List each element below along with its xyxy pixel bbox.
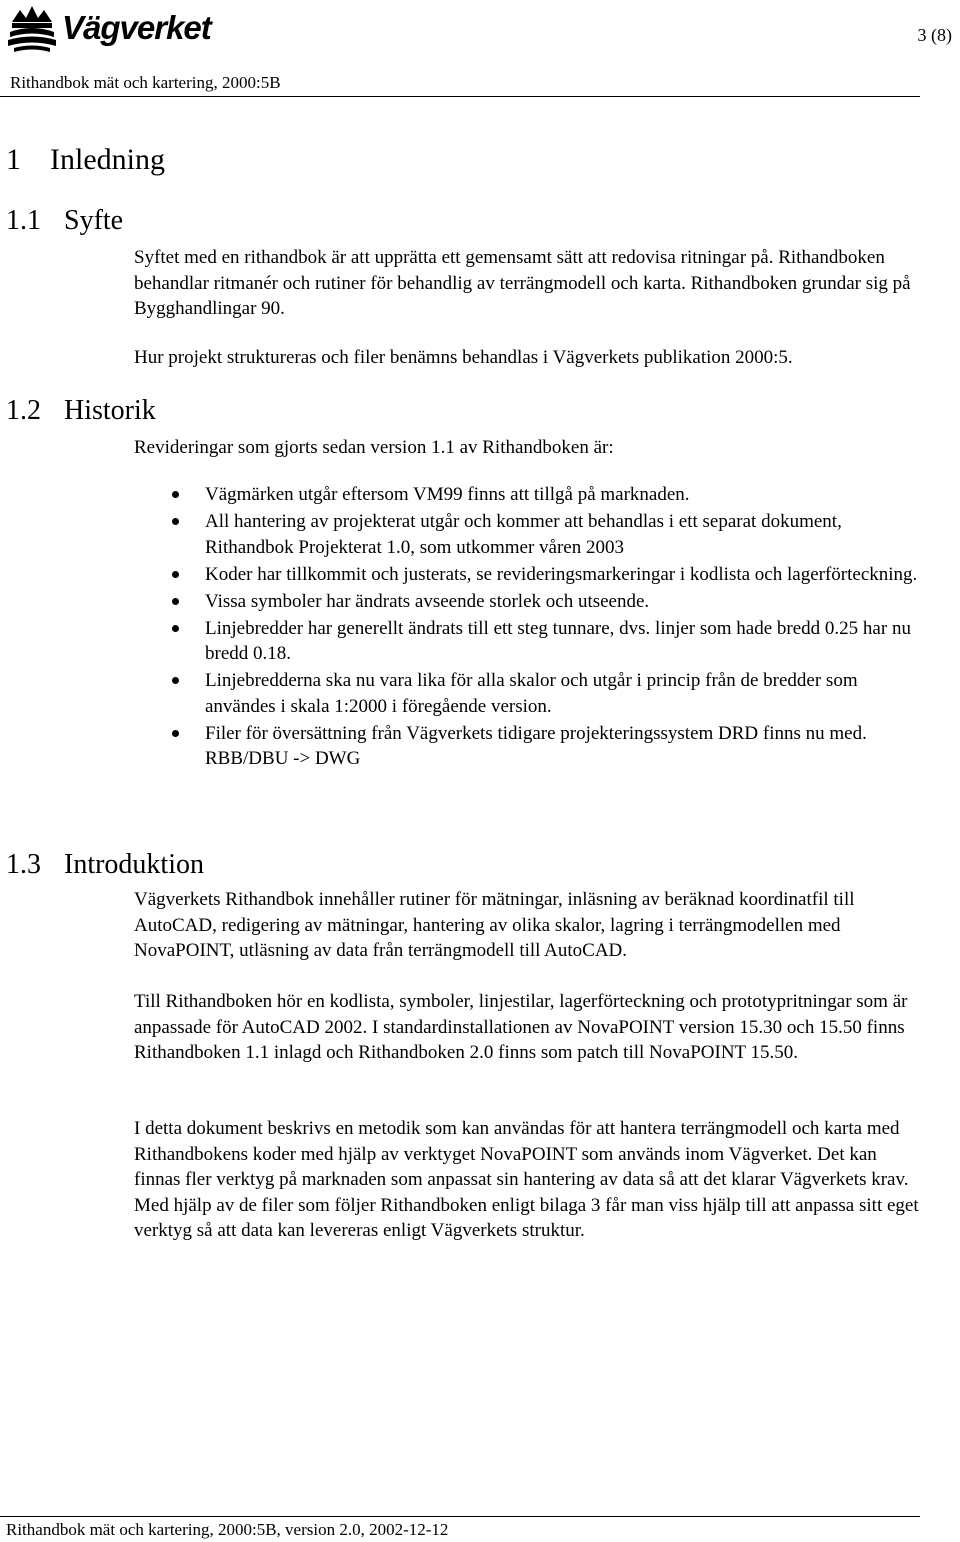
chapter-number: 1: [6, 143, 21, 176]
list-item: [134, 616, 924, 667]
chapter-title: Inledning: [50, 143, 165, 176]
paragraph-text: Hur projekt struktureras och filer benämns behandlas i Vägverkets publikation 2000:5.: [134, 347, 793, 368]
paragraph-text: I detta dokument beskrivs en metodik som kan användas för att hantera terrängmodell och karta med Rithandbokens koder med hjälp av verktyget NovaPOINT som används inom Vägverket. Det kan finnas fler verktyg på marknaden som anpassat sin hantering av data så att det klarar Vägverkets krav. Med hjälp av de filer som följer Rithandboken enligt bilaga 3 får man viss hjälp till att anpassa sitt eget verktyg så att data kan levereras enligt Vägverkets struktur.: [134, 1118, 919, 1241]
section-title: Historik: [64, 395, 156, 426]
introduktion-paragraph-1: [134, 887, 924, 964]
list-item: [134, 589, 924, 615]
syfte-paragraph-1: [134, 245, 924, 322]
section-title: Introduktion: [64, 849, 204, 880]
running-title: Rithandbok mät och kartering, 2000:5B: [10, 73, 281, 92]
list-item: [134, 562, 924, 588]
bullet-icon: [172, 518, 179, 525]
list-item: [134, 482, 924, 508]
section-heading-syfte: [6, 204, 123, 238]
bullet-icon: [172, 625, 179, 632]
vagverket-logo: [6, 4, 218, 54]
list-item: [134, 509, 924, 560]
list-item: [134, 721, 924, 772]
section-heading-historik: [6, 394, 156, 428]
page-number: 3 (8): [917, 25, 952, 45]
section-title: Syfte: [64, 205, 124, 236]
logo-wordmark: Vägverket: [62, 9, 211, 46]
footer-rule: [0, 1516, 920, 1517]
introduktion-paragraph-3: [134, 1116, 924, 1244]
paragraph-text: Syftet med en rithandbok är att upprätta ett gemensamt sätt att redovisa ritningar på. Rithandboken behandlar ritmanér och rutiner för behandlig av terrängmodell och karta. Rithandboken grundar sig på Bygghandlingar 90.: [134, 247, 911, 319]
introduktion-paragraph-2: [134, 989, 924, 1066]
footer-text: Rithandbok mät och kartering, 2000:5B, version 2.0, 2002-12-12: [6, 1520, 449, 1539]
historik-intro: [134, 435, 924, 461]
list-item-text: All hantering av projekterat utgår och kommer att behandlas i ett separat dokument, Rithandbok Projekterat 1.0, som utkommer våren 2003: [205, 511, 842, 558]
list-item-text: Vissa symboler har ändrats avseende storlek och utseende.: [205, 590, 650, 612]
header-rule: [0, 96, 920, 97]
list-item-text: Filer för översättning från Vägverkets tidigare projekteringssystem DRD finns nu med. RBB/DBU -> DWG: [205, 722, 867, 769]
bullet-icon: [172, 571, 179, 578]
list-item: [134, 668, 924, 719]
paragraph-text: Revideringar som gjorts sedan version 1.1 av Rithandboken är:: [134, 437, 614, 458]
section-heading-introduktion: [6, 848, 204, 882]
bullet-icon: [172, 677, 179, 684]
syfte-paragraph-2: [134, 345, 924, 371]
bullet-icon: [172, 598, 179, 605]
bullet-icon: [172, 730, 179, 737]
list-item-text: Vägmärken utgår eftersom VM99 finns att tillgå på marknaden.: [205, 484, 690, 505]
section-number: 1.2: [6, 395, 41, 426]
section-number: 1.3: [6, 849, 41, 880]
section-number: 1.1: [6, 205, 41, 236]
revision-list: [134, 482, 924, 773]
paragraph-text: Till Rithandboken hör en kodlista, symboler, linjestilar, lagerförteckning och prototypritningar som är anpassade för AutoCAD 2002. I standardinstallationen av NovaPOINT version 15.30 och 15.50 finns Rithandboken 1.1 inlagd och Rithandboken 2.0 finns som patch till NovaPOINT 15.50.: [134, 991, 908, 1063]
list-item-text: Linjebredderna ska nu vara lika för alla skalor och utgår i princip från de bredder som användes i skala 1:2000 i föregående version.: [205, 670, 858, 717]
paragraph-text: Vägverkets Rithandbok innehåller rutiner för mätningar, inläsning av beräknad koordinatfil till AutoCAD, redigering av mätningar, hantering av olika skalor, lagring i terrängmodellen med NovaPOINT, utläsning av data från terrängmodell till AutoCAD.: [134, 889, 855, 961]
list-item-text: Koder har tillkommit och justerats, se revideringsmarkeringar i kodlista och lagerförteckning.: [205, 563, 918, 585]
list-item-text: Linjebredder har generellt ändrats till ett steg tunnare, dvs. linjer som hade bredd 0.25 har nu bredd 0.18.: [205, 617, 911, 664]
chapter-heading: [6, 140, 165, 180]
bullet-icon: [172, 491, 179, 498]
crown-emblem-icon: [6, 4, 58, 54]
